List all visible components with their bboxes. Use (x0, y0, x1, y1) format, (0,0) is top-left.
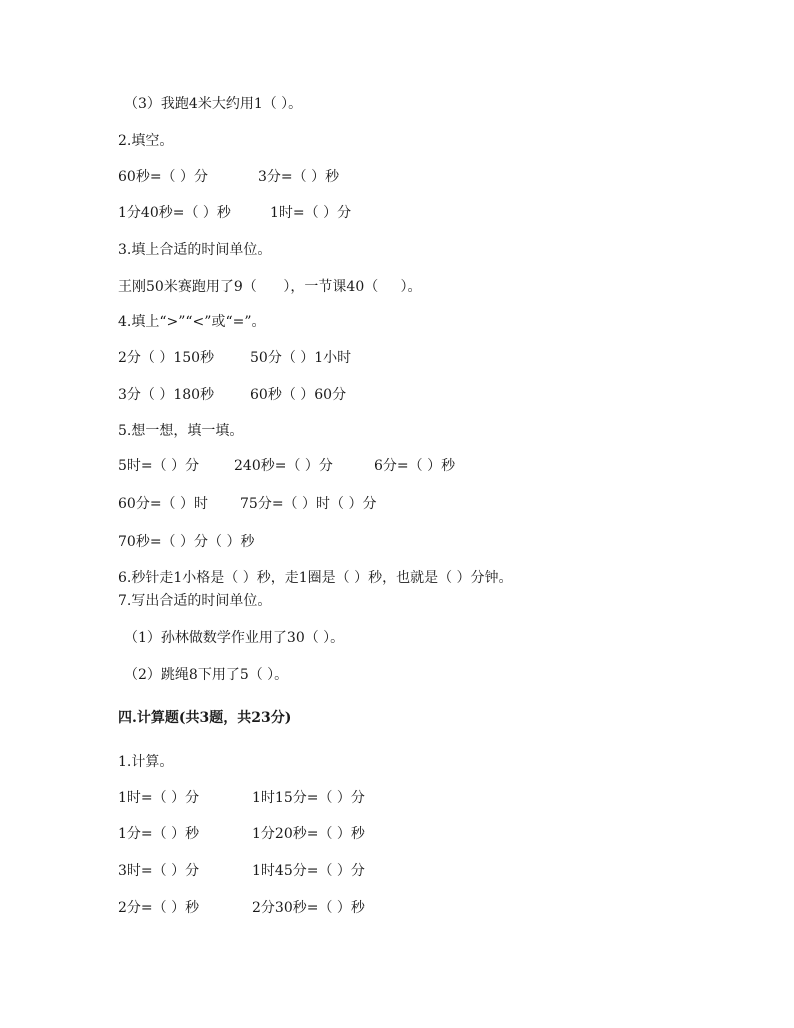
calc-row2-b: 1分20秒=（ ）秒 (252, 826, 365, 842)
q7-item-2: （2）跳绳8下用了5（ ）。 (124, 667, 289, 683)
q5-row1-b: 240秒=（ ）分 (234, 458, 333, 474)
calc-row1-a: 1时=（ ）分 (118, 790, 200, 806)
q1-item-3: （3）我跑4米大约用1（ ）。 (124, 96, 303, 112)
q4-title: 4.填上“>”“<”或“=”。 (118, 314, 266, 330)
q3-text: 王刚50米赛跑用了9（ ），一节课40（ ）。 (118, 279, 422, 295)
q4-row2-b: 60秒（ ）60分 (250, 387, 347, 403)
q2-title: 2.填空。 (118, 133, 174, 149)
q4-row2-a: 3分（ ）180秒 (118, 387, 215, 403)
q5-row1-c: 6分=（ ）秒 (374, 458, 456, 474)
section-4-heading: 四.计算题(共3题，共23分) (118, 710, 292, 726)
q2-row2-b: 1时=（ ）分 (270, 205, 352, 221)
q5-row3-a: 70秒=（ ）分（ ）秒 (118, 534, 255, 550)
calc-row3-a: 3时=（ ）分 (118, 863, 200, 879)
q2-row1-b: 3分=（ ）秒 (258, 169, 340, 185)
calc-row3-b: 1时45分=（ ）分 (252, 863, 365, 879)
q5-row1-a: 5时=（ ）分 (118, 458, 200, 474)
calc-row4-a: 2分=（ ）秒 (118, 900, 200, 916)
q2-row1-a: 60秒=（ ）分 (118, 169, 208, 185)
s4-q1-title: 1.计算。 (118, 754, 174, 770)
calc-row1-b: 1时15分=（ ）分 (252, 790, 365, 806)
q3-title: 3.填上合适的时间单位。 (118, 242, 272, 258)
q7-item-1: （1）孙林做数学作业用了30（ ）。 (124, 630, 345, 646)
q2-row2-a: 1分40秒=（ ）秒 (118, 205, 231, 221)
q4-row1-a: 2分（ ）150秒 (118, 350, 215, 366)
calc-row2-a: 1分=（ ）秒 (118, 826, 200, 842)
q5-row2-b: 75分=（ ）时（ ）分 (240, 496, 377, 512)
calc-row4-b: 2分30秒=（ ）秒 (252, 900, 365, 916)
q4-row1-b: 50分（ ）1小时 (250, 350, 352, 366)
q5-title: 5.想一想，填一填。 (118, 423, 244, 439)
q6-text: 6.秒针走1小格是（ ）秒，走1圈是（ ）秒，也就是（ ）分钟。 (118, 570, 513, 586)
q7-title: 7.写出合适的时间单位。 (118, 593, 272, 609)
q5-row2-a: 60分=（ ）时 (118, 496, 208, 512)
